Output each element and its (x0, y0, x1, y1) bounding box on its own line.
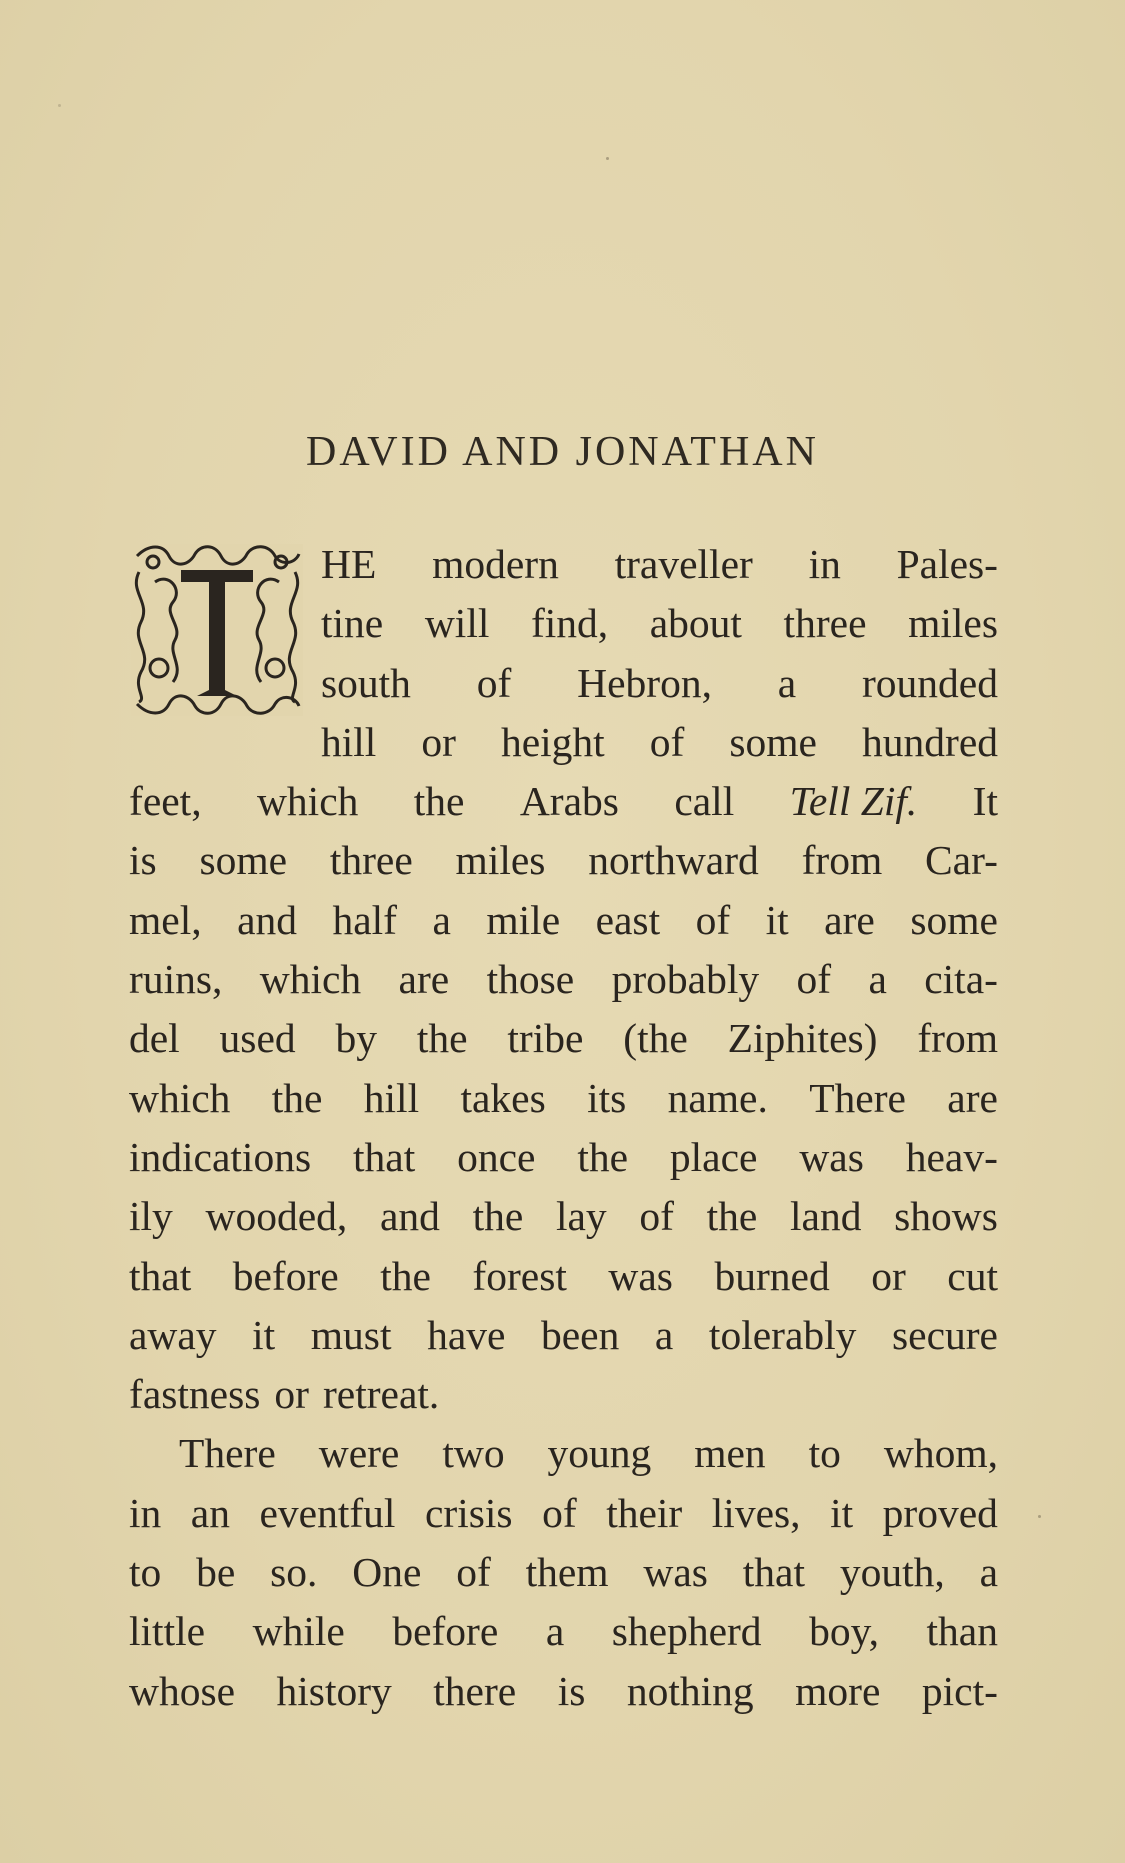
word: to (129, 1549, 162, 1596)
word: about (649, 600, 742, 647)
word: boy, (809, 1608, 880, 1655)
word: retreat. (322, 1371, 440, 1418)
word: the (416, 1015, 468, 1062)
word: from (917, 1015, 998, 1062)
word: is (557, 1667, 586, 1714)
word: three (329, 837, 413, 884)
text-line (129, 1069, 998, 1128)
word: more (795, 1667, 881, 1714)
word: are (398, 956, 450, 1003)
word: HE (321, 541, 377, 587)
text-line (129, 654, 998, 713)
word: whose (129, 1667, 236, 1714)
word: three (783, 600, 867, 647)
word: in (129, 1489, 162, 1536)
word: of (695, 896, 731, 943)
word: Pales- (896, 541, 998, 587)
word: Ziphites) (727, 1015, 878, 1062)
word: than (926, 1608, 998, 1655)
word: before (232, 1252, 339, 1299)
word: whom, (883, 1430, 998, 1477)
word: cut (947, 1252, 998, 1299)
word: men (694, 1430, 766, 1477)
word: while (252, 1608, 345, 1655)
word: which (259, 956, 362, 1003)
word: the (380, 1252, 431, 1299)
text-line (129, 1009, 998, 1068)
word: miles (908, 600, 998, 647)
word: a (777, 659, 797, 706)
word: is (129, 837, 157, 884)
word: and (379, 1193, 440, 1240)
chapter-title: DAVID AND JONATHAN (306, 429, 819, 475)
word: the (271, 1074, 323, 1121)
word: modern (432, 541, 559, 587)
word: some (910, 896, 998, 943)
text-line (129, 1602, 998, 1661)
word: mile (486, 896, 561, 943)
paper-speck (58, 104, 61, 107)
text-line (129, 1128, 998, 1187)
word: Arabs (519, 778, 619, 825)
word: their (606, 1489, 683, 1536)
word: nothing (626, 1667, 754, 1714)
word: so. (270, 1549, 318, 1596)
word: half (332, 896, 397, 943)
word: lay (555, 1193, 607, 1240)
word: place (669, 1133, 758, 1180)
word: and (237, 896, 297, 943)
word: have (427, 1311, 506, 1358)
word: crisis (424, 1489, 513, 1536)
word: history (276, 1667, 392, 1714)
word: indications (129, 1133, 312, 1180)
word: tine (321, 600, 384, 647)
word: takes (460, 1074, 546, 1121)
word: are (947, 1074, 998, 1121)
word: name. (667, 1074, 768, 1121)
word: of (639, 1193, 674, 1240)
word: It (972, 778, 998, 825)
word: proved (882, 1489, 998, 1536)
word: youth, (839, 1549, 945, 1596)
word: lives, (711, 1489, 801, 1536)
word: cita- (924, 956, 998, 1003)
word: in (808, 541, 841, 587)
word: forest (472, 1252, 567, 1299)
word: tolerably (708, 1311, 857, 1358)
text-line (129, 1247, 998, 1306)
word: shepherd (611, 1608, 762, 1655)
word: call (674, 778, 735, 825)
word: a (979, 1549, 998, 1596)
text-line (129, 535, 998, 594)
word: before (392, 1608, 499, 1655)
word: There (179, 1430, 276, 1477)
word: secure (892, 1311, 998, 1358)
text-line (129, 1365, 998, 1424)
word: ruins, (129, 956, 223, 1003)
word: some (199, 837, 288, 884)
word: been (541, 1311, 620, 1358)
word: hundred (862, 718, 998, 765)
word: was (799, 1133, 864, 1180)
word: young (547, 1430, 652, 1477)
text-line (129, 1306, 998, 1365)
word: miles (455, 837, 546, 884)
word: are (824, 896, 875, 943)
word: height (500, 718, 605, 765)
word: an (190, 1489, 230, 1536)
word: of (796, 956, 832, 1003)
word: its (587, 1074, 627, 1121)
text-line (129, 950, 998, 1009)
word: some (729, 718, 817, 765)
word: There (809, 1074, 906, 1121)
word: away (129, 1311, 217, 1358)
word: or (421, 718, 456, 765)
word: that (742, 1549, 806, 1596)
text-line (129, 1484, 998, 1543)
word: probably (611, 956, 760, 1003)
word: which (129, 1074, 231, 1121)
word: little (129, 1608, 206, 1655)
word: rounded (861, 659, 998, 706)
word: it (765, 896, 789, 943)
text-line (129, 594, 998, 653)
word: of (542, 1489, 577, 1536)
word: a (432, 896, 451, 943)
text-line (129, 1662, 998, 1721)
word: Hebron, (577, 659, 712, 706)
text-line (129, 1187, 998, 1246)
word: Tell Zif. (789, 778, 918, 825)
word: of (476, 659, 512, 706)
word: a (545, 1608, 565, 1655)
word: feet, (129, 778, 202, 825)
word: those (486, 956, 575, 1003)
paper-speck (1038, 1515, 1041, 1518)
word: eventful (259, 1489, 396, 1536)
word: be (196, 1549, 236, 1596)
text-line (129, 831, 998, 890)
word: it (830, 1489, 854, 1536)
word: fastness (129, 1371, 261, 1418)
text-line (129, 1424, 998, 1483)
word: traveller (614, 541, 753, 587)
word: that (129, 1252, 192, 1299)
word: the (413, 778, 465, 825)
word: a (654, 1311, 674, 1358)
word: or (274, 1371, 309, 1418)
word: of (649, 718, 685, 765)
word: hill (363, 1074, 420, 1121)
word: them (525, 1549, 609, 1596)
word: hill (321, 718, 377, 765)
word: to (808, 1430, 841, 1477)
word: must (310, 1311, 392, 1358)
word: once (457, 1133, 536, 1180)
word: was (643, 1549, 708, 1596)
word: that (353, 1133, 416, 1180)
text-line (129, 891, 998, 950)
word: the (577, 1133, 629, 1180)
text-line (129, 772, 998, 831)
word: tribe (507, 1015, 584, 1062)
word: Car- (925, 837, 998, 884)
word: the (706, 1193, 758, 1240)
text-line (129, 1543, 998, 1602)
word: del (129, 1015, 180, 1062)
word: of (456, 1549, 491, 1596)
word: find, (530, 600, 609, 647)
word: south (321, 659, 411, 706)
word: (the (623, 1015, 688, 1062)
word: pict- (921, 1667, 998, 1714)
paper-speck (606, 157, 609, 160)
word: land (790, 1193, 862, 1240)
text-line (129, 713, 998, 772)
word: by (335, 1015, 377, 1062)
word: which (256, 778, 359, 825)
word: or (871, 1252, 906, 1299)
word: two (442, 1430, 505, 1477)
word: wooded, (205, 1193, 348, 1240)
word: northward (588, 837, 759, 884)
word: it (252, 1311, 276, 1358)
word: ily (129, 1193, 173, 1240)
word: mel, (129, 896, 202, 943)
word: was (608, 1252, 673, 1299)
word: were (318, 1430, 400, 1477)
word: a (868, 956, 887, 1003)
word: used (219, 1015, 296, 1062)
word: from (801, 837, 883, 884)
word: One (352, 1549, 422, 1596)
word: shows (894, 1193, 998, 1240)
word: the (472, 1193, 524, 1240)
word: east (595, 896, 661, 943)
word: there (433, 1667, 517, 1714)
svg-text:T: T (217, 642, 218, 643)
word: heav- (905, 1133, 998, 1180)
body-text (129, 535, 998, 1721)
word: burned (714, 1252, 830, 1299)
word: will (424, 600, 490, 647)
